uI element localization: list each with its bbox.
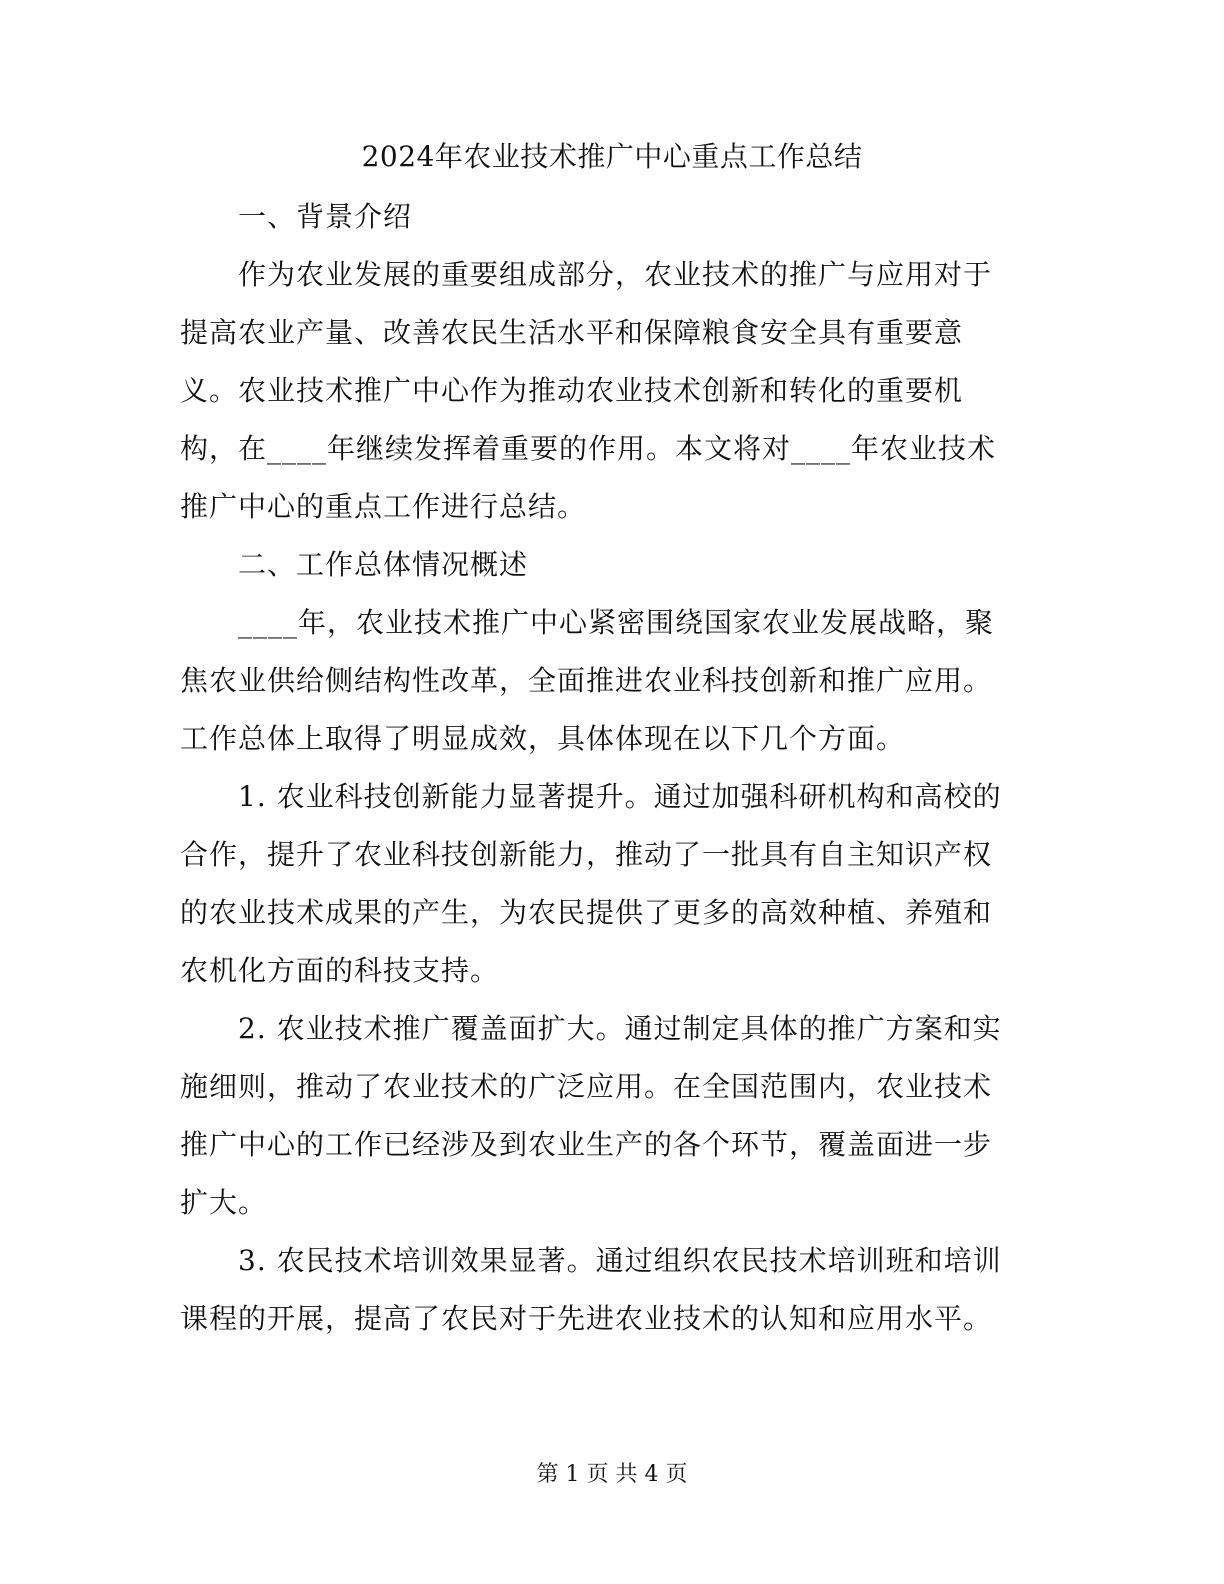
list-item-1-line: 合作，提升了农业科技创新能力，推动了一批具有自主知识产权 [180,838,993,871]
list-item-2-line: 2. 农业技术推广覆盖面扩大。通过制定具体的推广方案和实 [238,1012,1002,1045]
paragraph-line: 作为农业发展的重要组成部分，农业技术的推广与应用对于 [238,258,993,291]
paragraph-line: 焦农业供给侧结构性改革，全面推进农业科技创新和推广应用。 [180,664,993,697]
list-item-3-line: 课程的开展，提高了农民对于先进农业技术的认知和应用水平。 [180,1302,993,1335]
paragraph-line: 推广中心的重点工作进行总结。 [180,490,587,523]
list-item-2-line: 推广中心的工作已经涉及到农业生产的各个环节，覆盖面进一步 [180,1128,993,1161]
paragraph-line: 工作总体上取得了明显成效，具体体现在以下几个方面。 [180,722,906,755]
section-heading-overview: 二、工作总体情况概述 [238,548,529,581]
section-heading-background: 一、背景介绍 [238,200,413,233]
paragraph-line: 构，在____年继续发挥着重要的作用。本文将对____年农业技术 [180,432,997,465]
paragraph-line: 义。农业技术推广中心作为推动农业技术创新和转化的重要机 [180,374,964,407]
list-item-3-line: 3. 农民技术培训效果显著。通过组织农民技术培训班和培训 [238,1244,1002,1277]
paragraph-line: ____年，农业技术推广中心紧密围绕国家农业发展战略，聚 [238,606,995,639]
list-item-2-line: 扩大。 [180,1186,268,1219]
document-title: 2024年农业技术推广中心重点工作总结 [361,140,863,173]
page-number: 第 1 页 共 4 页 [536,1462,688,1487]
list-item-1-line: 农机化方面的科技支持。 [180,954,500,987]
list-item-1-line: 1. 农业科技创新能力显著提升。通过加强科研机构和高校的 [238,780,1002,813]
list-item-2-line: 施细则，推动了农业技术的广泛应用。在全国范围内，农业技术 [180,1070,993,1103]
list-item-1-line: 的农业技术成果的产生，为农民提供了更多的高效种植、养殖和 [180,896,993,929]
paragraph-line: 提高农业产量、改善农民生活水平和保障粮食安全具有重要意 [180,316,964,349]
